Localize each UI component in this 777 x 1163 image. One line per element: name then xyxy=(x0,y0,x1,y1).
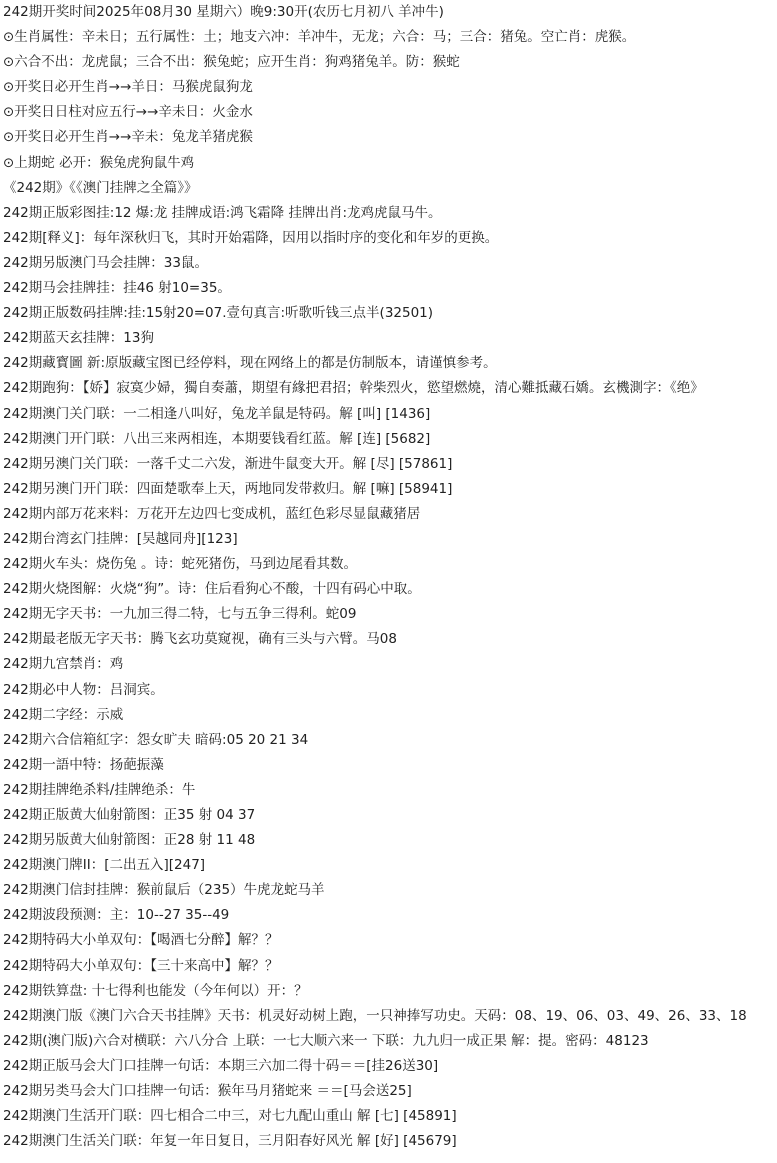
line-alt-gate-phrase: 242期另类马会大门口挂牌一句话：猴年马月猪蛇来 ＝＝[马会送25] xyxy=(3,1083,412,1100)
line-last-issue-snake: ⊙上期蛇 必开：猴兔虎狗鼠牛鸡 xyxy=(3,154,195,171)
line-must-hit-person: 242期必中人物：吕洞宾。 xyxy=(3,681,164,698)
line-wordless-book: 242期无字天书：一九加三得二特，七与五争三得利。蛇09 xyxy=(3,606,357,623)
line-alt-jockey-club: 242期另版澳门马会挂牌：33鼠。 xyxy=(3,254,208,271)
line-wave-forecast: 242期波段预测：主：10--27 35--49 xyxy=(3,907,230,924)
line-section-title: 《242期》《《澳门挂牌之全篇》》 xyxy=(3,179,198,196)
line-archery-official: 242期正版黄大仙射箭图：正35 射 04 37 xyxy=(3,807,256,823)
line-running-dog: 242期跑狗：【娇】寂寞少婦，獨自奏蕭，期望有緣把君招；幹柴烈火，慾望燃燒，清心難抵藏石嬌。玄機測字：《绝》 xyxy=(3,380,704,397)
line-wanhua: 242期内部万花来料：万花开左边四七变成机，蓝红色彩尽显鼠藏猪居 xyxy=(3,505,421,522)
line-heavenly-book: 242期澳门版《澳门六合天书挂牌》天书：机灵好动树上跑，一只神捧写功史。天码：08、19、06、03、49、26、33、18 xyxy=(3,1007,747,1024)
line-one-phrase: 242期一語中特：扬葩振藻 xyxy=(3,756,164,773)
line-blue-sky: 242期蓝天玄挂牌：13狗 xyxy=(3,330,154,347)
line-open-couplet: 242期澳门开门联：八出三来两相连，本期要钱看红蓝。解 [连] [5682] xyxy=(3,430,431,447)
line-draw-time: 242期开奖时间2025年08月30 星期六）晚9:30开(农历七月初八 羊冲牛) xyxy=(3,4,444,20)
line-abacus: 242期铁算盘: 十七得利也能发（今年何以）开：？ xyxy=(3,982,308,999)
line-treasure-map: 242期藏寳圖 新:原版藏宝图已经停料，现在网络上的都是仿制版本，请谨慎参考。 xyxy=(3,355,497,372)
line-jockey-club: 242期马会挂牌挂：挂46 射10=35。 xyxy=(3,280,231,297)
line-close-couplet: 242期澳门关门联：一二相逢八叫好，兔龙羊鼠是特码。解 [叫] [1436] xyxy=(3,405,431,422)
line-zodiac-attributes: ⊙生肖属性：辛未日；五行属性：土；地支六冲：羊冲牛，无龙；六合：马；三合：猪兔。空亡肖：虎猴。 xyxy=(3,29,636,46)
line-must-open-xinwei: ⊙开奖日必开生肖→→辛未：兔龙羊猪虎猴 xyxy=(3,129,253,146)
line-size-odd-even-1: 242期特码大小单双句：【喝酒七分醉】解？？ xyxy=(3,932,279,949)
line-gate-phrase: 242期正版马会大门口挂牌一句话：本期三六加二得十码＝＝[挂26送30] xyxy=(3,1057,439,1074)
line-horizontal-couplet: 242期(澳门版)六合对横联：六八分合 上联：一七大顺六来一 下联：九九归一成正果 解：提。密码：48123 xyxy=(3,1032,649,1049)
line-archery-alt: 242期另版黄大仙射箭图：正28 射 11 48 xyxy=(3,832,256,849)
line-two-word-classic: 242期二字经：示威 xyxy=(3,706,124,723)
line-nine-palace: 242期九宫禁肖：鸡 xyxy=(3,656,124,673)
line-digital-tag: 242期正版数码挂牌:挂:15射20=07.壹句真言:听歌听钱三点半(32501) xyxy=(3,305,434,322)
line-must-open-sheep-day: ⊙开奖日必开生肖→→羊日：马猴虎鼠狗龙 xyxy=(3,79,253,96)
line-five-elements: ⊙开奖日日柱对应五行→→辛未日：火金水 xyxy=(3,104,253,121)
line-envelope-tag: 242期澳门信封挂牌：猴前鼠后（235）牛虎龙蛇马羊 xyxy=(3,882,325,899)
line-mailbox: 242期六合信箱紅字：怨女旷夫 暗码:05 20 21 34 xyxy=(3,731,309,748)
line-kill-tag: 242期挂牌绝杀料/挂牌绝杀：牛 xyxy=(3,781,196,798)
line-macau-plate-ii: 242期澳门牌II：[二出五入][247] xyxy=(3,857,206,874)
line-train-head: 242期火车头：烧伤兔 。诗：蛇死猪伤，马到边尾看其数。 xyxy=(3,556,358,573)
line-interpretation: 242期[释义]：每年深秋归飞，其时开始霜降，因用以指时序的变化和年岁的更换。 xyxy=(3,229,499,246)
line-life-close-couplet: 242期澳门生活关门联：年复一年日复日，三月阳春好风光 解 [好] [45679] xyxy=(3,1133,457,1150)
line-alt-close-couplet: 242期另澳门关门联：一落千丈二六发，渐进牛鼠变大开。解 [尽] [57861] xyxy=(3,455,453,472)
line-life-open-couplet: 242期澳门生活开门联：四七相合二中三，对七九配山重山 解 [七] [45891] xyxy=(3,1108,457,1125)
line-oldest-wordless-book: 242期最老版无字天书：腾飞玄功莫窥视，确有三头与六臂。马08 xyxy=(3,631,397,648)
line-fire-burn: 242期火烧图解：火烧“狗”。诗：住后看狗心不酸，十四有码心中取。 xyxy=(3,581,421,598)
line-alt-open-couplet: 242期另澳门开门联：四面楚歌奉上天，两地同发带救归。解 [嘛] [58941] xyxy=(3,480,453,497)
line-size-odd-even-2: 242期特码大小单双句：【三十来高中】解？？ xyxy=(3,957,279,974)
line-liuhe-not-out: ⊙六合不出：龙虎鼠；三合不出：猴兔蛇；应开生肖：狗鸡猪兔羊。防：猴蛇 xyxy=(3,54,460,71)
line-official-color-chart: 242期正版彩图挂:12 爆:龙 挂牌成语:鸿飞霜降 挂牌出肖:龙鸡虎鼠马牛。 xyxy=(3,204,442,221)
line-taiwan-tag: 242期台湾玄门挂牌：[吴越同舟][123] xyxy=(3,530,238,547)
